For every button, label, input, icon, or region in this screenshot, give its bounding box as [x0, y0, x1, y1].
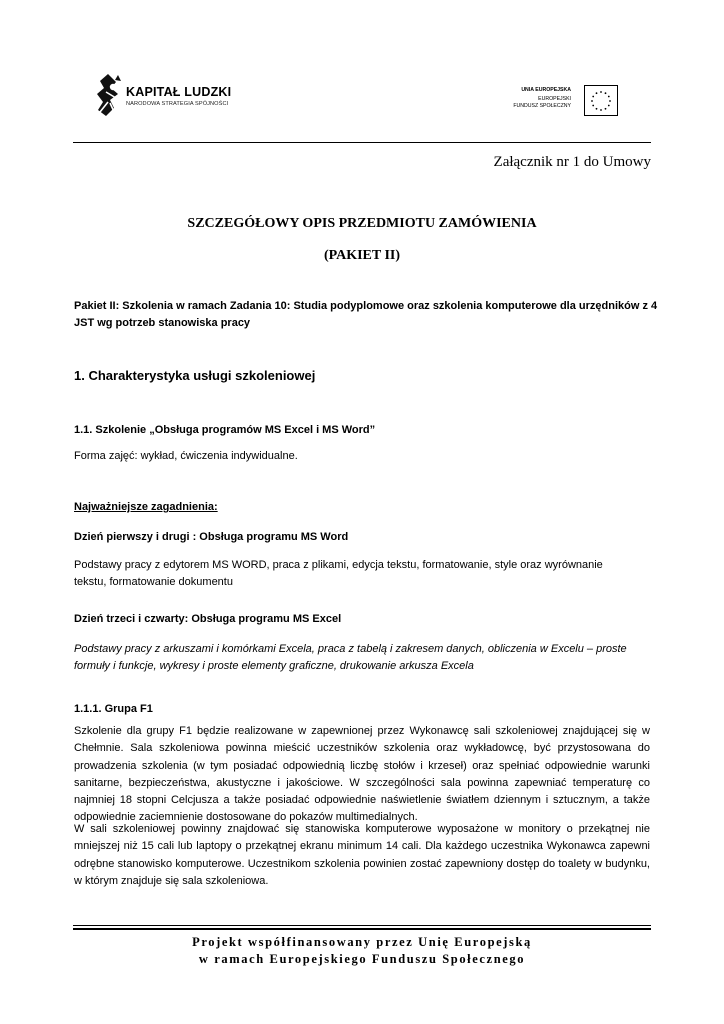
footer-divider-thin — [73, 925, 651, 926]
day34-heading: Dzień trzeci i czwarty: Obsługa programu MS Excel — [74, 613, 342, 625]
kapital-ludzki-subtitle: NARODOWA STRATEGIA SPÓJNOŚCI — [126, 101, 229, 107]
eu-logo-line3: FUNDUSZ SPOŁECZNY — [513, 103, 571, 109]
day12-heading: Dzień pierwszy i drugi : Obsługa programu MS Word — [74, 531, 349, 543]
eu-flag-icon — [584, 85, 618, 116]
eu-logo — [506, 85, 619, 117]
eu-logo-line2: EUROPEJSKI — [538, 96, 571, 102]
header-divider — [73, 142, 651, 143]
document-title: SZCZEGÓŁOWY OPIS PRZEDMIOTU ZAMÓWIENIA — [187, 216, 537, 231]
footer-line-2: w ramach Europejskiego Funduszu Społecznego — [198, 952, 526, 966]
footer-divider-thick — [73, 928, 651, 930]
annex-label: Załącznik nr 1 do Umowy — [493, 154, 651, 170]
group-heading: 1.1.1. Grupa F1 — [74, 703, 153, 715]
package-line-2: JST wg potrzeb stanowiska pracy — [74, 317, 251, 329]
group-paragraph-2: W sali szkoleniowej powinny znajdować się stanowiska komputerowe wyposażone w monitory o przekątnej nie mniejszej niż 15 cali lub laptopy o przekątnej ekranu minimum 14 cali. Dla każdego uczestnika Wykonawca zapewni odrębne stanowisko komputerowe. Uczestnikom szkolenia powinien zostać zapewniony dostęp do toalety w budynku, w którym znajduje się sala szkoleniowa. — [74, 823, 650, 887]
kapital-ludzki-title: KAPITAŁ LUDZKI — [126, 85, 232, 99]
kapital-ludzki-emblem-icon — [96, 72, 126, 122]
group-paragraph-1: Szkolenie dla grupy F1 będzie realizowane w zapewnionej przez Wykonawcę sali szkoleniowej znajdującej się w Chełmnie. Sala szkoleniowa powinna mieścić uczestników szkolenia oraz wykładowcę, być przystosowana do prowadzenia szkolenia (w tym posiadać odpowiednią liczbę stołów i krzeseł) oraz spełniać odpowiednie warunki sanitarne, bezpieczeństwa, akustyczne i jakościowe. W szczególności sala powinna zapewniać temperaturę co najmniej 18 stopni Celcjusza a także posiadać odpowiednie naświetlenie światłem dziennym i sztucznym, a także odpowiednie zaciemnienie dostosowane do pokazów multimedialnych. — [74, 725, 650, 824]
day12-text: Podstawy pracy z edytorem MS WORD, praca z plikami, edycja tekstu, formatowanie, style oraz wyrównanie tekstu, formatowanie dokumentu — [74, 559, 603, 589]
document-subtitle: (PAKIET II) — [323, 248, 401, 263]
subsection-heading: 1.1. Szkolenie „Obsługa programów MS Excel i MS Word” — [74, 424, 376, 436]
form-of-classes: Forma zajęć: wykład, ćwiczenia indywidualne. — [74, 450, 298, 462]
day34-text: Podstawy pracy z arkuszami i komórkami Excela, praca z tabelą i zakresem danych, obliczenia w Excelu – proste formuły i funkcje, wykresy i proste elementy graficzne, drukowanie arkusza Excela — [74, 643, 627, 673]
section-heading: 1. Charakterystyka usługi szkoleniowej — [74, 368, 316, 383]
key-topics-heading: Najważniejsze zagadnienia: — [74, 501, 218, 513]
footer-line-1: Projekt współfinansowany przez Unię Europejską — [192, 935, 532, 949]
eu-logo-line1: UNIA EUROPEJSKA — [521, 87, 571, 93]
package-line-1: Pakiet II: Szkolenia w ramach Zadania 10: Studia podyplomowe oraz szkolenia komputerowe dla urzędników z 4 — [74, 300, 658, 312]
